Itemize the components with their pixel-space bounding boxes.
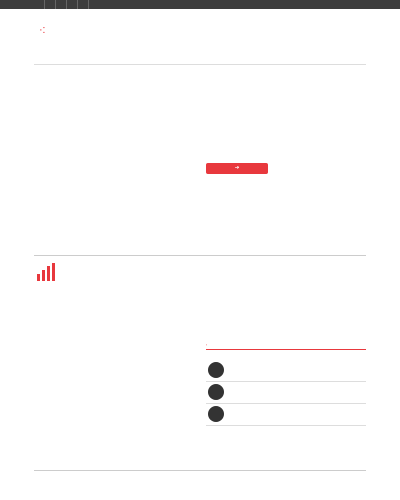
stat-badge — [208, 384, 224, 400]
top-nav — [34, 0, 89, 9]
more-value-investing-link[interactable] — [206, 343, 366, 350]
stat-row — [206, 382, 366, 404]
nav-login[interactable] — [45, 0, 56, 9]
left-body — [34, 290, 194, 293]
arrow-right-icon: ➔ — [234, 165, 240, 171]
performance-chart — [34, 358, 198, 448]
stat-badge — [208, 362, 224, 378]
logo[interactable] — [39, 20, 45, 36]
right-body — [206, 268, 366, 271]
footer-legal — [34, 470, 366, 474]
nav-register[interactable] — [56, 0, 67, 9]
stat-row — [206, 360, 366, 382]
divider — [34, 255, 366, 256]
dot-sphere-icon — [42, 75, 232, 253]
logo-dots-icon: ·: — [39, 24, 46, 36]
hero-banner — [34, 64, 366, 252]
chevron-right-icon: › — [206, 343, 208, 347]
growth-chart-icon — [36, 262, 56, 282]
stat-row — [206, 404, 366, 426]
stats-list — [206, 360, 366, 426]
icon-nav — [34, 39, 366, 65]
register-free-button[interactable] — [206, 163, 268, 174]
stat-badge — [208, 406, 224, 422]
nav-terms[interactable] — [78, 0, 89, 9]
nav-home[interactable] — [34, 0, 45, 9]
nav-contact[interactable] — [67, 0, 78, 9]
